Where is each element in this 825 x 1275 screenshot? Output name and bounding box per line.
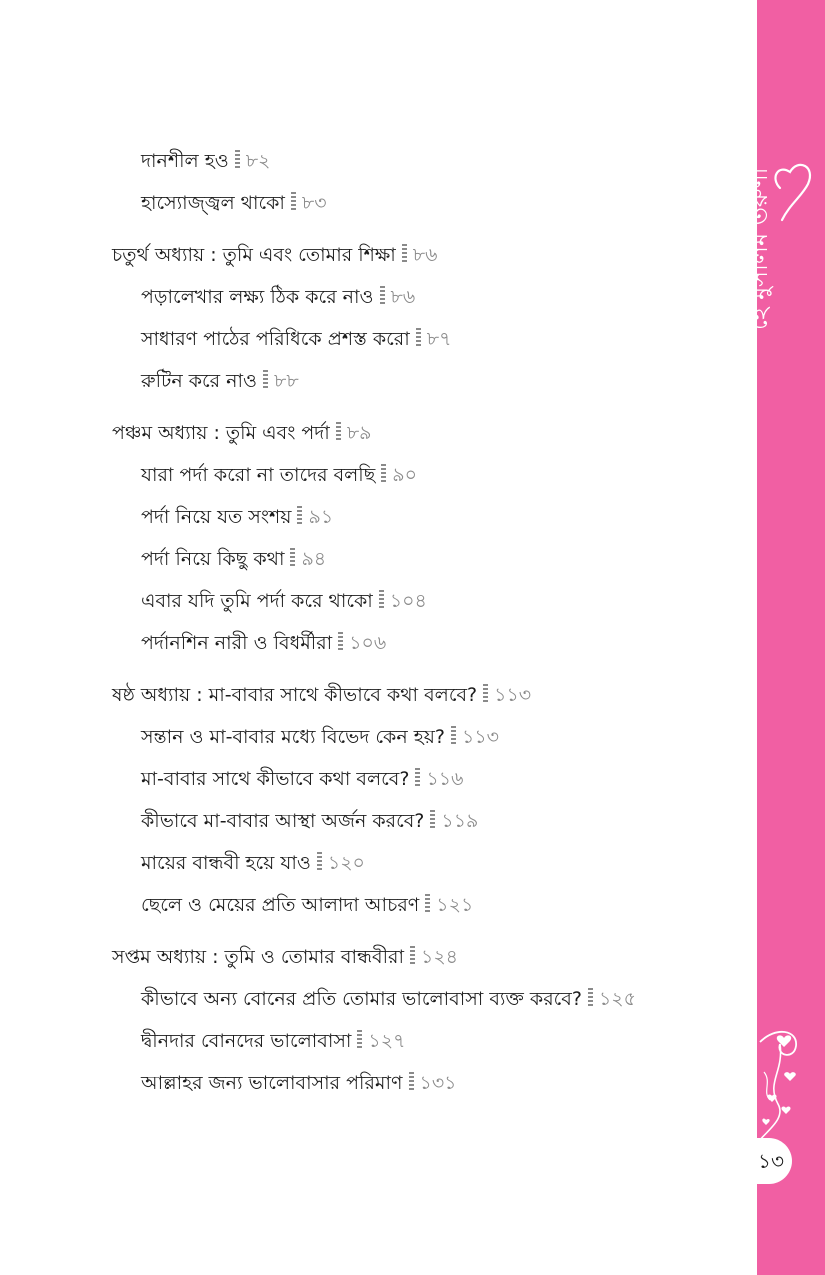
toc-entry xyxy=(112,622,732,664)
toc-entry-title: পর্দা নিয়ে যত সংশয় xyxy=(141,506,292,528)
dotted-separator-icon xyxy=(381,464,386,484)
toc-page-number: ১২৪ xyxy=(421,946,459,968)
toc-entry xyxy=(112,182,732,224)
toc-page-number: ১০৬ xyxy=(349,632,387,654)
toc-entry-title: সন্তান ও মা-বাবার মধ্যে বিভেদ কেন হয়? xyxy=(141,726,445,748)
dotted-separator-icon xyxy=(415,768,420,788)
toc-page-number: ৮৬ xyxy=(390,286,416,308)
dotted-separator-icon xyxy=(451,726,456,746)
dotted-separator-icon xyxy=(263,370,268,390)
toc-entry-title: পঞ্চম অধ্যায় : তুমি এবং পর্দা xyxy=(112,422,330,444)
toc-entry-title: দানশীল হও xyxy=(141,150,229,172)
toc-entry-title: ষষ্ঠ অধ্যায় : মা-বাবার সাথে কীভাবে কথা বলবে? xyxy=(112,684,478,706)
toc-entry xyxy=(112,1062,732,1104)
toc-page-number: ৮৬ xyxy=(412,244,438,266)
dotted-separator-icon xyxy=(336,422,341,442)
toc-page-number: ১১৩ xyxy=(494,684,532,706)
toc-entry-title: পড়ালেখার লক্ষ্য ঠিক করে নাও xyxy=(141,286,374,308)
toc-entry-title: পর্দানশিন নারী ও বিধর্মীরা xyxy=(141,632,333,654)
dotted-separator-icon xyxy=(357,1030,362,1050)
toc-entry xyxy=(112,580,732,622)
dotted-separator-icon xyxy=(410,946,415,966)
toc-page-number: ১২১ xyxy=(436,894,474,916)
dotted-separator-icon xyxy=(317,852,322,872)
toc-page-number: ৯৪ xyxy=(301,548,327,570)
dotted-separator-icon xyxy=(430,810,435,830)
toc-entry xyxy=(112,496,732,538)
heart-outline-icon xyxy=(768,160,818,240)
heart-swirl-ornament-icon xyxy=(758,1012,810,1142)
toc-entry xyxy=(112,1020,732,1062)
toc-page-number: ৮৯ xyxy=(346,422,372,444)
toc-entry-title: মা-বাবার সাথে কীভাবে কথা বলবে? xyxy=(141,768,410,790)
toc-page-number: ৮৩ xyxy=(301,192,327,214)
toc-page-number: ৯১ xyxy=(308,506,334,528)
dotted-separator-icon xyxy=(425,894,430,914)
toc-page-number: ১১৯ xyxy=(441,810,479,832)
toc-entry-title: চতুর্থ অধ্যায় : তুমি এবং তোমার শিক্ষা xyxy=(112,244,396,266)
toc-entry-title: এবার যদি তুমি পর্দা করে থাকো xyxy=(141,590,373,612)
dotted-separator-icon xyxy=(290,548,295,568)
toc-page-number: ১২০ xyxy=(327,852,365,874)
toc-entry-title: সাধারণ পাঠের পরিধিকে প্রশস্ত করো xyxy=(141,328,410,350)
toc-entry xyxy=(112,800,732,842)
dotted-separator-icon xyxy=(409,1072,414,1092)
dotted-separator-icon xyxy=(338,632,343,652)
toc-page-number: ১২৭ xyxy=(368,1030,406,1052)
dotted-separator-icon xyxy=(483,684,488,704)
dotted-separator-icon xyxy=(291,192,296,212)
toc-page-number: ১১৬ xyxy=(426,768,464,790)
toc-entry-title: মায়ের বান্ধবী হয়ে যাও xyxy=(141,852,311,874)
toc-entry-title: দ্বীনদার বোনদের ভালোবাসা xyxy=(141,1030,352,1052)
toc-entry-title: আল্লাহর জন্য ভালোবাসার পরিমাণ xyxy=(141,1072,403,1094)
toc-page-number: ১০৪ xyxy=(389,590,427,612)
toc-entry-title: যারা পর্দা করো না তাদের বলছি xyxy=(141,464,376,486)
dotted-separator-icon xyxy=(588,988,593,1008)
toc-entry xyxy=(112,140,732,182)
dotted-separator-icon xyxy=(402,244,407,264)
toc-entry xyxy=(112,978,732,1020)
toc-chapter-heading xyxy=(112,936,732,978)
toc-entry xyxy=(112,884,732,926)
toc-page-number: ৮৭ xyxy=(426,328,452,350)
toc-page-number: ১২৫ xyxy=(598,988,636,1010)
toc-page-number: ১৩১ xyxy=(419,1072,457,1094)
toc-chapter-heading xyxy=(112,674,732,716)
toc-page-number: ৯০ xyxy=(392,464,417,486)
dotted-separator-icon xyxy=(379,590,384,610)
toc-entry xyxy=(112,842,732,884)
toc-entry xyxy=(112,758,732,800)
toc-chapter-heading xyxy=(112,412,732,454)
toc-page-number: ৮২ xyxy=(245,150,271,172)
toc-page-number: ১১৩ xyxy=(461,726,499,748)
dotted-separator-icon xyxy=(297,506,302,526)
toc-entry xyxy=(112,716,732,758)
book-title-vertical: হে মুসলিম তরুণী xyxy=(745,167,773,330)
toc-entry-title: ছেলে ও মেয়ের প্রতি আলাদা আচরণ xyxy=(141,894,420,916)
toc-entry xyxy=(112,454,732,496)
dotted-separator-icon xyxy=(380,286,385,306)
toc-entry-title: পর্দা নিয়ে কিছু কথা xyxy=(141,548,285,570)
page-number: ১৩ xyxy=(750,1138,792,1184)
toc-entry-title: কীভাবে মা-বাবার আস্থা অর্জন করবে? xyxy=(141,810,425,832)
toc-entry-title: হাস্যোজ্জ্বল থাকো xyxy=(141,192,285,214)
table-of-contents xyxy=(112,140,732,1104)
toc-entry-title: রুটিন করে নাও xyxy=(141,370,257,392)
toc-entry xyxy=(112,276,732,318)
toc-entry xyxy=(112,360,732,402)
toc-entry-title: কীভাবে অন্য বোনের প্রতি তোমার ভালোবাসা ব্যক্ত করবে? xyxy=(141,988,582,1010)
toc-entry xyxy=(112,538,732,580)
toc-chapter-heading xyxy=(112,234,732,276)
dotted-separator-icon xyxy=(235,150,240,170)
dotted-separator-icon xyxy=(416,328,421,348)
toc-page-number: ৮৮ xyxy=(274,370,299,392)
toc-entry xyxy=(112,318,732,360)
toc-entry-title: সপ্তম অধ্যায় : তুমি ও তোমার বান্ধবীরা xyxy=(112,946,404,968)
